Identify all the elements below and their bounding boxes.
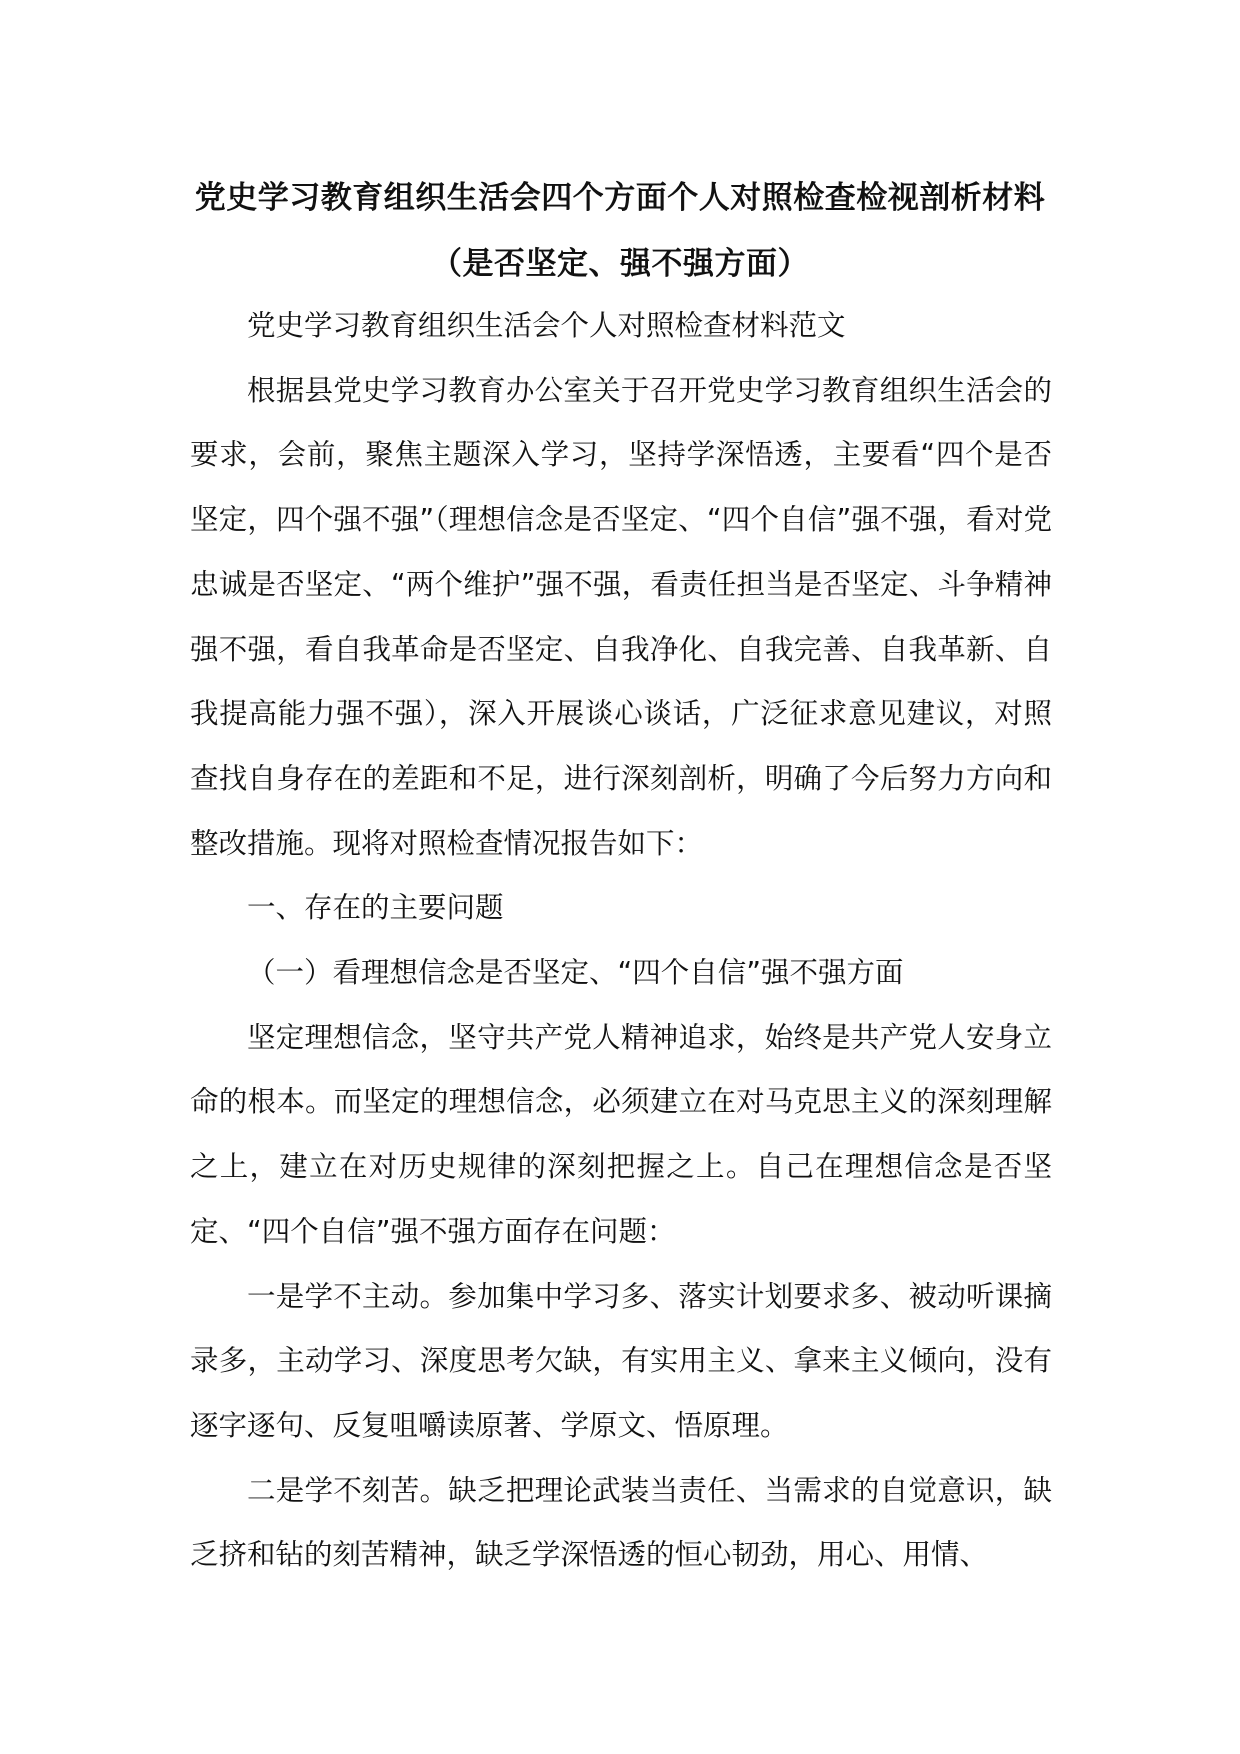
paragraph-point-one: 一是学不主动。参加集中学习多、落实计划要求多、被动听课摘录多，主动学习、深度思考欠缺，有实用主义、拿来主义倾向，没有逐字逐句、反复咀嚼读原著、学原文、悟原理。: [190, 1279, 1052, 1442]
document-body: [190, 294, 1052, 1588]
paragraph-subtitle: 党史学习教育组织生活会个人对照检查材料范文: [247, 309, 846, 342]
section-heading: 一、存在的主要问题: [247, 891, 504, 925]
subsection-heading: （一）看理想信念是否坚定、“四个自信”强不强方面: [247, 956, 904, 990]
paragraph-intro: 根据县党史学习教育办公室关于召开党史学习教育组织生活会的要求，会前，聚焦主题深入学习，坚持学深悟透，主要看“四个是否坚定，四个强不强”（理想信念是否坚定、“四个自信”强不强，看对党忠诚是否坚定、“两个维护”强不强，看责任担当是否坚定、斗争精神强不强，看自我革命是否坚定、自我净化、自我完善、自我革新、自我提高能力强不强），深入开展谈心谈话，广泛征求意见建议，对照查找自身存在的差距和不足，进行深刻剖析，明确了今后努力方向和整改措施。现将对照检查情况报告如下：: [190, 373, 1052, 860]
paragraph-point-two: 二是学不刻苦。缺乏把理论武装当责任、当需求的自觉意识，缺乏挤和钻的刻苦精神，缺乏学深悟透的恒心韧劲，用心、用情、: [190, 1473, 1052, 1572]
document-title: 党史学习教育组织生活会四个方面个人对照检查检视剖析材料（是否坚定、强不强方面）: [194, 180, 1046, 282]
paragraph-ideals: 坚定理想信念，坚守共产党人精神追求，始终是共产党人安身立命的根本。而坚定的理想信念，必须建立在对马克思主义的深刻理解之上，建立在对历史规律的深刻把握之上。自己在理想信念是否坚定、“四个自信”强不强方面存在问题：: [190, 1020, 1052, 1248]
